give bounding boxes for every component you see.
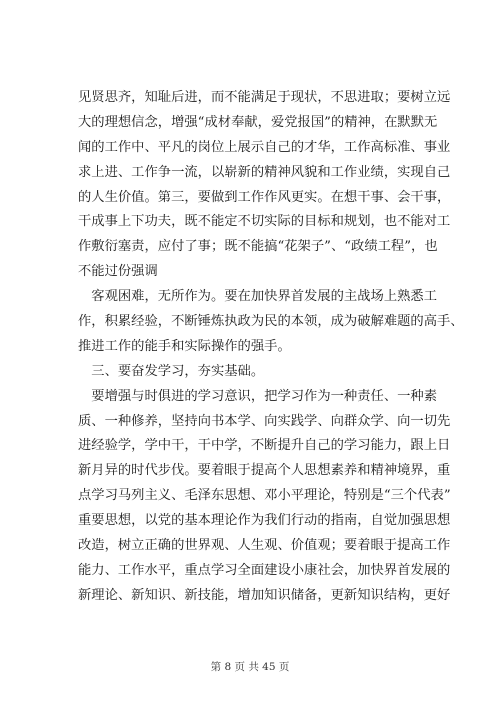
text-line: 改造，树立正确的世界观、人生观、价值观；要着眼于提高工作 bbox=[78, 538, 451, 554]
text-line: 点学习马列主义、毛泽东思想、邓小平理论，特别是“三个代表” bbox=[78, 488, 451, 504]
text-line: 能力、工作水平，重点学习全面建设小康社会，加快界首发展的 bbox=[78, 562, 451, 578]
text-line: 要增强与时俱进的学习意识，把学习作为一种责任、一种素 bbox=[91, 388, 438, 404]
text-line: 进经验学，学中干，干中学，不断提升自己的学习能力，跟上日 bbox=[78, 438, 451, 454]
text-line: 客观困难，无所作为。要在加快界首发展的主战场上熟悉工 bbox=[91, 289, 438, 305]
text-line: 大的理想信念，增强“成材奉献，爱党报国”的精神，在默默无 bbox=[78, 114, 438, 130]
document-body bbox=[78, 86, 464, 609]
text-line: 作敷衍塞责，应付了事；既不能搞“花架子”、“政绩工程”，也 bbox=[78, 239, 438, 255]
text-line: 见贤思齐，知耻后进，而不能满足于现状，不思进取；要树立远 bbox=[78, 90, 451, 105]
text-line: 闻的工作中、平凡的岗位上展示自己的才华，工作高标准、事业 bbox=[78, 139, 451, 155]
text-line: 推进工作的能手和实际操作的强手。 bbox=[78, 338, 291, 354]
text-line: 质、一种修养，坚持向书本学、向实践学、向群众学、向一切先 bbox=[78, 413, 451, 429]
text-line: 作，积累经验，不断锤炼执政为民的本领，成为破解难题的高手、 bbox=[78, 314, 464, 330]
text-line: 求上进、工作争一流，以崭新的精神风貌和工作业绩，实现自己 bbox=[78, 164, 451, 180]
text-line: 重要思想，以党的基本理论作为我们行动的指南，自觉加强思想 bbox=[78, 513, 451, 529]
page-number-footer: 第 8 页 共 45 页 bbox=[210, 661, 290, 673]
text-line: 干成事上下功夫，既不能定不切实际的目标和规划，也不能对工 bbox=[78, 214, 451, 230]
text-line: 的人生价值。第三，要做到工作作风更实。在想干事、会干事， bbox=[78, 189, 451, 205]
text-line: 不能过份强调 bbox=[78, 264, 158, 280]
section-heading: 三、要奋发学习，夯实基础。 bbox=[91, 363, 265, 379]
text-line: 新理论、新知识、新技能，增加知识储备，更新知识结构，更好 bbox=[78, 587, 451, 603]
text-line: 新月异的时代步伐。要着眼于提高个人思想素养和精神境界，重 bbox=[78, 463, 451, 479]
